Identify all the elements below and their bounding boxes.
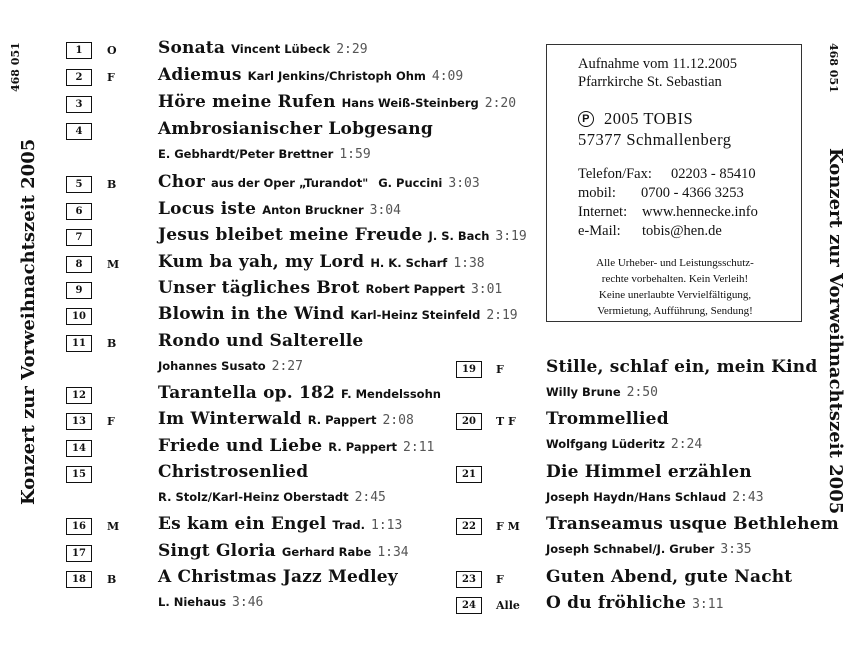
track-number: 5 (66, 176, 92, 193)
track-title: Adiemus (158, 65, 242, 85)
info-box (546, 44, 802, 322)
contact-row (578, 203, 758, 222)
track-duration: 3:04 (369, 203, 401, 218)
rights-line: Vermietung, Aufführung, Sendung! (597, 305, 753, 317)
publisher-city: 57377 Schmallenberg (578, 130, 732, 149)
track-title: Trommellied (546, 409, 669, 429)
track-number: 9 (66, 282, 92, 299)
track-number: 4 (66, 123, 92, 140)
track-number: 7 (66, 229, 92, 246)
contact-label: e-Mail: (578, 223, 621, 239)
track-voice: B (107, 337, 117, 350)
track-number: 13 (66, 413, 92, 430)
track-title: Locus iste (158, 199, 257, 219)
track-composer: Joseph Schnabel/J. Gruber (546, 542, 715, 556)
catalog-number-left: 468 051 (9, 42, 22, 92)
track-number: 14 (66, 440, 92, 457)
track-composer: Willy Brune (546, 385, 621, 399)
contact-label: Telefon/Fax: (578, 166, 652, 182)
track-voice: T F (496, 415, 516, 428)
rights-line: Alle Urheber- und Leistungsschutz- (596, 257, 754, 269)
track-duration: 2:50 (626, 385, 658, 400)
track-duration: 2:20 (484, 96, 517, 111)
track-duration: 3:46 (232, 595, 264, 610)
track-composer: Trad. (332, 518, 366, 532)
track-voice: M (107, 258, 120, 271)
contact-value: tobis@hen.de (642, 223, 722, 239)
track-composer: L. Niehaus (158, 595, 227, 609)
track-number: 23 (456, 571, 482, 588)
track-number: 6 (66, 203, 92, 220)
track-composer: Karl-Heinz Steinfeld (350, 308, 481, 322)
track-title: Chor (158, 172, 205, 192)
track-title: Friede und Liebe (158, 436, 323, 456)
track-title: Rondo und Salterelle (158, 331, 364, 351)
contact-value: 02203 - 85410 (671, 166, 756, 182)
spine-title-right: Konzert zur Vorweihnachtszeit 2005 (825, 148, 846, 515)
rights-line: rechte vorbehalten. Kein Verleih! (601, 273, 749, 285)
track-duration: 1:34 (377, 545, 409, 560)
track-voice: M (107, 520, 120, 533)
track-number: 19 (456, 361, 482, 378)
track-voice: Alle (496, 599, 520, 612)
track-composer: Vincent Lübeck (231, 42, 331, 56)
track-composer: F. Mendelssohn (341, 387, 441, 401)
spine-title-left: Konzert zur Vorweihnachtszeit 2005 (18, 138, 39, 505)
track-title: Sonata (158, 38, 226, 58)
track-title: A Christmas Jazz Medley (158, 567, 398, 587)
publisher-info (578, 108, 732, 150)
track-duration: 1:13 (371, 518, 403, 533)
catalog-number-right: 468 051 (827, 43, 840, 93)
track-duration: 3:01 (470, 282, 503, 297)
recording-date: Aufnahme vom 11.12.2005 (578, 56, 737, 72)
track-title: Blowin in the Wind (158, 304, 345, 324)
track-composer: Joseph Haydn/Hans Schlaud (546, 490, 727, 504)
track-voice: B (107, 178, 117, 191)
track-voice: O (107, 44, 117, 57)
track-composer: G. Puccini (378, 176, 443, 190)
track-title: Die Himmel erzählen (546, 462, 752, 482)
track-number: 8 (66, 256, 92, 273)
track-composer: Anton Bruckner (262, 203, 364, 217)
track-duration: 2:29 (336, 42, 368, 57)
track-composer: R. Stolz/Karl-Heinz Oberstadt (158, 490, 349, 504)
track-composer: J. S. Bach (428, 229, 490, 243)
track-duration: 3:11 (692, 597, 724, 612)
rights-notice (557, 255, 793, 319)
track-duration: 1:38 (453, 256, 485, 271)
track-number: 2 (66, 69, 92, 86)
track-number: 1 (66, 42, 92, 59)
track-composer: Wolfgang Lüderitz (546, 437, 665, 451)
track-title: O du fröhliche (546, 593, 687, 613)
contact-info (578, 165, 758, 241)
track-composer: Johannes Susato (158, 359, 266, 373)
rights-line: Keine unerlaubte Vervielfältigung, (598, 289, 752, 301)
track-duration: 2:27 (271, 359, 303, 374)
track-voice: F (107, 71, 115, 84)
track-number: 16 (66, 518, 92, 535)
track-title: Guten Abend, gute Nacht (546, 567, 793, 587)
recording-place: Pfarrkirche St. Sebastian (578, 74, 722, 90)
track-title: Christrosenlied (158, 462, 309, 482)
track-title: Singt Gloria (158, 541, 276, 561)
track-title-suffix: aus der Oper „Turandot" (211, 176, 369, 190)
track-number: 3 (66, 96, 92, 113)
track-duration: 3:19 (495, 229, 527, 244)
track-title: Jesus bleibet meine Freude (158, 225, 423, 245)
track-duration: 2:19 (486, 308, 518, 323)
publisher-year: 2005 TOBIS (604, 109, 694, 128)
recording-info (578, 55, 737, 91)
track-number: 21 (456, 466, 482, 483)
track-duration: 2:11 (403, 440, 435, 455)
track-title: Höre meine Rufen (158, 92, 336, 112)
track-duration: 2:08 (382, 413, 414, 428)
track-voice: F (496, 363, 504, 376)
track-duration: 4:09 (431, 69, 464, 84)
track-composer: Karl Jenkins/Christoph Ohm (247, 69, 426, 83)
contact-row (578, 165, 758, 184)
contact-value: www.hennecke.info (642, 204, 758, 220)
track-duration: 3:03 (448, 176, 480, 191)
track-voice: B (107, 573, 117, 586)
track-composer: Gerhard Rabe (281, 545, 372, 559)
track-composer: Hans Weiß-Steinberg (341, 96, 479, 110)
track-composer: E. Gebhardt/Peter Brettner (158, 147, 334, 161)
contact-row (578, 222, 758, 241)
track-duration: 3:35 (720, 542, 752, 557)
track-number: 12 (66, 387, 92, 404)
track-number: 20 (456, 413, 482, 430)
track-title: Transeamus usque Bethlehem (546, 514, 839, 534)
track-title: Im Winterwald (158, 409, 302, 429)
track-duration: 2:24 (670, 437, 703, 452)
track-title: Tarantella op. 182 (158, 383, 336, 403)
track-title: Kum ba yah, my Lord (158, 252, 365, 272)
track-composer: H. K. Scharf (370, 256, 448, 270)
track-composer: Robert Pappert (365, 282, 465, 296)
track-title: Es kam ein Engel (158, 514, 327, 534)
contact-label: mobil: (578, 185, 616, 201)
contact-row (578, 184, 758, 203)
track-number: 17 (66, 545, 92, 562)
track-voice: F M (496, 520, 520, 533)
track-duration: 2:43 (732, 490, 764, 505)
track-number: 22 (456, 518, 482, 535)
track-number: 11 (66, 335, 92, 352)
track-number: 18 (66, 571, 92, 588)
track-number: 10 (66, 308, 92, 325)
contact-value: 0700 - 4366 3253 (641, 185, 744, 201)
track-title: Unser tägliches Brot (158, 278, 360, 298)
track-duration: 1:59 (339, 147, 371, 162)
track-title: Stille, schlaf ein, mein Kind (546, 357, 818, 377)
track-voice: F (107, 415, 115, 428)
track-duration: 2:45 (354, 490, 386, 505)
contact-label: Internet: (578, 204, 628, 220)
track-title: Ambrosianischer Lobgesang (158, 119, 433, 139)
track-number: 24 (456, 597, 482, 614)
track-voice: F (496, 573, 504, 586)
phonogram-p-icon: P (578, 111, 594, 127)
track-composer: R. Pappert (307, 413, 377, 427)
track-number: 15 (66, 466, 92, 483)
track-composer: R. Pappert (328, 440, 398, 454)
